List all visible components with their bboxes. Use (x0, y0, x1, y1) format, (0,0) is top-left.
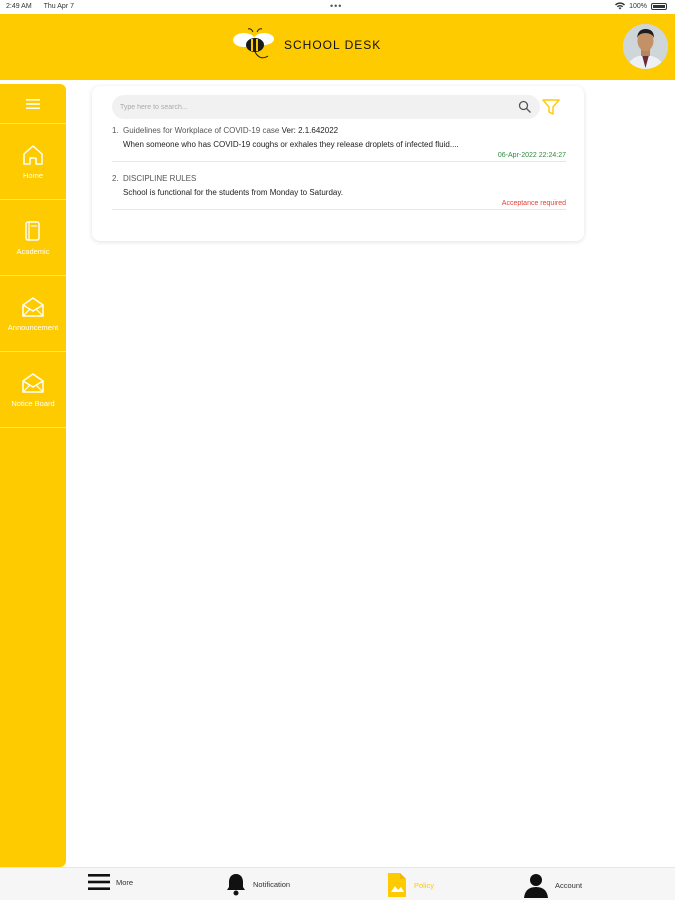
list-item-index: 2. (112, 174, 119, 183)
policy-description: School is functional for the students from Monday to Saturday. (123, 188, 343, 197)
tab-notification[interactable] (225, 872, 290, 896)
hamburger-menu-icon (26, 98, 40, 110)
search-icon[interactable] (518, 100, 532, 114)
list-item[interactable] (112, 174, 566, 210)
tab-label: More (116, 877, 134, 887)
envelope-icon (20, 295, 46, 319)
book-icon (21, 219, 45, 243)
home-icon (21, 143, 45, 167)
policy-description: When someone who has COVID-19 coughs or exhales they release droplets of infected fluid.... (123, 140, 459, 149)
tab-policy[interactable] (386, 872, 434, 898)
sidebar-item-label: Notice Board (11, 399, 55, 408)
sidebar-item-label: Home (22, 171, 43, 180)
bottom-tab-bar (0, 867, 675, 900)
multitask-dots-icon[interactable]: ••• (330, 1, 343, 11)
envelope-icon (20, 371, 46, 395)
bee-logo-icon (232, 28, 278, 62)
tab-label: Account (555, 880, 583, 890)
battery-percent: 100% (629, 2, 647, 10)
bell-icon (225, 872, 247, 896)
filter-icon[interactable] (542, 99, 560, 115)
user-icon (523, 872, 549, 898)
sidebar-item-label: Academic (16, 247, 50, 256)
app-logo (232, 28, 381, 62)
battery-icon (651, 3, 667, 10)
search-bar (112, 95, 540, 119)
status-badge: Acceptance required (501, 200, 566, 207)
policy-title: Guidelines for Workplace of COVID-19 case Ver: 2.1.642022 (123, 126, 339, 135)
document-icon (386, 872, 408, 898)
status-time: 2:49 AM (6, 3, 32, 10)
policy-version: Ver: 2.1.642022 (281, 126, 339, 135)
status-date: Thu Apr 7 (43, 3, 74, 10)
sidebar-item-notice-board[interactable] (0, 352, 66, 428)
tab-account[interactable] (523, 872, 582, 898)
list-item-index: 1. (112, 126, 119, 135)
search-input[interactable] (120, 99, 500, 115)
hamburger-menu-icon (88, 872, 110, 892)
sidebar-item-announcement[interactable] (0, 276, 66, 352)
app-title: SCHOOL DESK (284, 38, 382, 52)
tab-label: Notification (253, 879, 291, 889)
list-item[interactable] (112, 126, 566, 162)
status-bar (0, 0, 675, 14)
sidebar-item-label: Announcement (7, 323, 59, 332)
policy-date: 06-Apr-2022 22:24:27 (497, 152, 566, 159)
policy-list-card (92, 86, 584, 241)
sidebar (0, 84, 66, 867)
tab-more[interactable] (88, 872, 133, 892)
wifi-icon (615, 2, 625, 10)
sidebar-item-home[interactable] (0, 124, 66, 200)
sidebar-item-academic[interactable] (0, 200, 66, 276)
sidebar-menu-button[interactable] (0, 84, 66, 124)
tab-label: Policy (414, 880, 435, 890)
avatar[interactable] (623, 24, 668, 69)
app-header (0, 14, 675, 80)
policy-title: DISCIPLINE RULES (123, 174, 197, 183)
